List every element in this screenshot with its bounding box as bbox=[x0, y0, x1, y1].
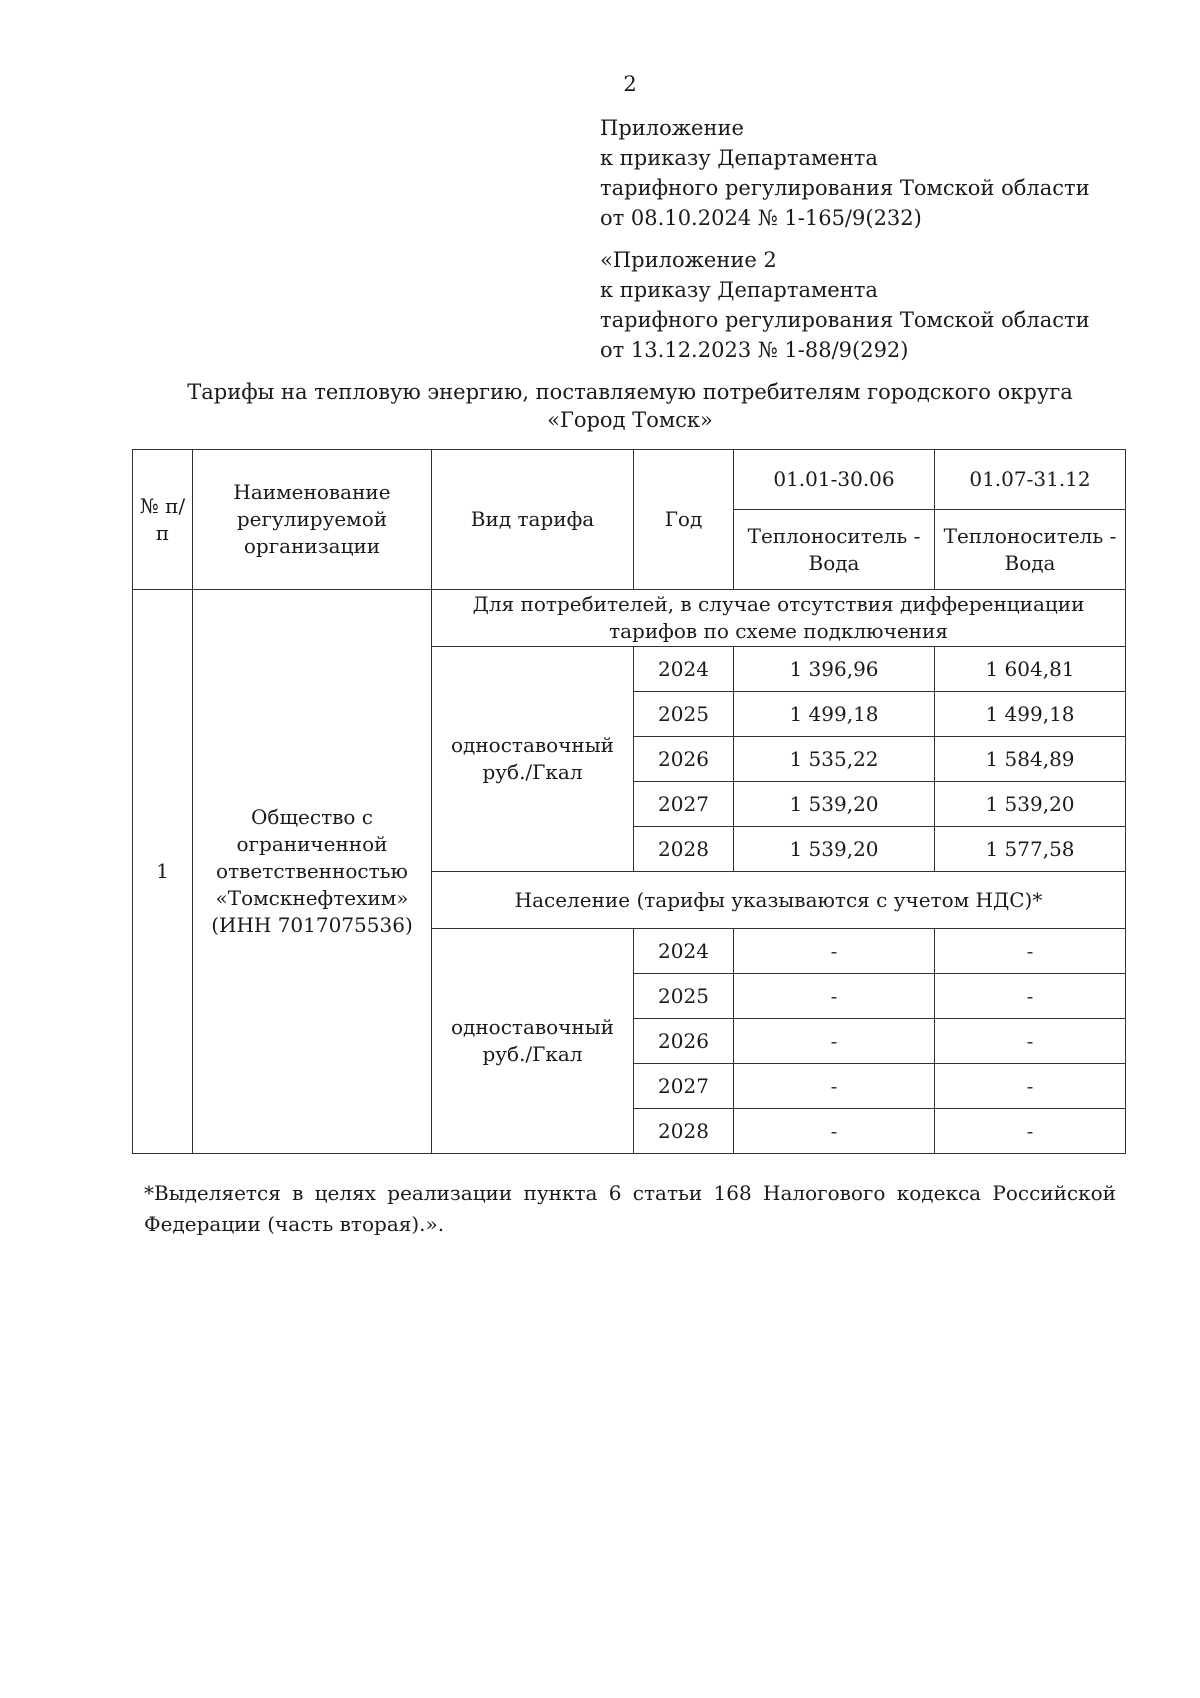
organization-name: Общество с ограниченной ответственностью «Томскнефтехим» (ИНН 7017075536) bbox=[193, 590, 432, 1154]
tariff-value-period-2: 1 499,18 bbox=[935, 692, 1126, 737]
section-row bbox=[133, 590, 1126, 647]
appendix-line: к приказу Департамента bbox=[600, 278, 878, 302]
appendix-2-header bbox=[600, 245, 1090, 365]
tariff-value-period-2: - bbox=[935, 1019, 1126, 1064]
tariff-type-cell: одноставочный руб./Гкал bbox=[432, 929, 634, 1154]
appendix-header bbox=[600, 113, 1090, 233]
row-number: 1 bbox=[133, 590, 193, 1154]
year-cell: 2027 bbox=[634, 782, 734, 827]
tariff-type-cell: одноставочный руб./Гкал bbox=[432, 647, 634, 872]
year-cell: 2024 bbox=[634, 929, 734, 974]
tariff-value-period-2: - bbox=[935, 929, 1126, 974]
tariff-value-period-1: 1 539,20 bbox=[734, 782, 935, 827]
year-cell: 2028 bbox=[634, 827, 734, 872]
appendix-line: тарифного регулирования Томской области bbox=[600, 176, 1090, 200]
appendix-line: от 13.12.2023 № 1-88/9(292) bbox=[600, 338, 909, 362]
year-cell: 2026 bbox=[634, 737, 734, 782]
header-period-2: 01.07-31.12 bbox=[935, 450, 1126, 510]
header-tariff-type: Вид тарифа bbox=[432, 450, 634, 590]
title-line-1: Тарифы на тепловую энергию, поставляемую потребителям городского округа bbox=[187, 380, 1073, 404]
year-cell: 2028 bbox=[634, 1109, 734, 1154]
appendix-line: «Приложение 2 bbox=[600, 248, 777, 272]
tariff-value-period-2: - bbox=[935, 974, 1126, 1019]
year-cell: 2024 bbox=[634, 647, 734, 692]
appendix-line: тарифного регулирования Томской области bbox=[600, 308, 1090, 332]
page-number: 2 bbox=[623, 72, 637, 96]
header-carrier-2: Теплоноситель - Вода bbox=[935, 510, 1126, 590]
tariff-value-period-1: 1 499,18 bbox=[734, 692, 935, 737]
tariff-value-period-1: - bbox=[734, 929, 935, 974]
tariff-value-period-1: - bbox=[734, 1064, 935, 1109]
header-period-1: 01.01-30.06 bbox=[734, 450, 935, 510]
appendix-line: Приложение bbox=[600, 116, 744, 140]
appendix-line: от 08.10.2024 № 1-165/9(232) bbox=[600, 206, 922, 230]
tariff-value-period-1: - bbox=[734, 1019, 935, 1064]
year-cell: 2025 bbox=[634, 692, 734, 737]
section-title: Население (тарифы указываются с учетом НДС)* bbox=[432, 872, 1126, 929]
appendix-line: к приказу Департамента bbox=[600, 146, 878, 170]
tariff-value-period-1: - bbox=[734, 1109, 935, 1154]
tariff-value-period-1: 1 396,96 bbox=[734, 647, 935, 692]
header-num: № п/п bbox=[133, 450, 193, 590]
year-cell: 2025 bbox=[634, 974, 734, 1019]
title-line-2: «Город Томск» bbox=[547, 408, 713, 432]
header-organization: Наименование регулируемой организации bbox=[193, 450, 432, 590]
header-row bbox=[133, 450, 1126, 510]
tariff-value-period-1: - bbox=[734, 974, 935, 1019]
tariff-value-period-2: 1 584,89 bbox=[935, 737, 1126, 782]
document-title bbox=[130, 378, 1130, 434]
tariff-value-period-2: 1 539,20 bbox=[935, 782, 1126, 827]
tariff-value-period-2: - bbox=[935, 1109, 1126, 1154]
footnote: *Выделяется в целях реализации пункта 6 статьи 168 Налогового кодекса Российской Федерации (часть вторая).». bbox=[144, 1181, 1116, 1236]
tariff-value-period-1: 1 539,20 bbox=[734, 827, 935, 872]
tariff-value-period-2: - bbox=[935, 1064, 1126, 1109]
header-carrier-1: Теплоноситель - Вода bbox=[734, 510, 935, 590]
year-cell: 2026 bbox=[634, 1019, 734, 1064]
tariff-value-period-2: 1 604,81 bbox=[935, 647, 1126, 692]
year-cell: 2027 bbox=[634, 1064, 734, 1109]
tariff-value-period-1: 1 535,22 bbox=[734, 737, 935, 782]
section-title: Для потребителей, в случае отсутствия дифференциации тарифов по схеме подключения bbox=[432, 590, 1126, 647]
tariffs-table bbox=[132, 449, 1126, 1154]
tariff-value-period-2: 1 577,58 bbox=[935, 827, 1126, 872]
header-year: Год bbox=[634, 450, 734, 590]
